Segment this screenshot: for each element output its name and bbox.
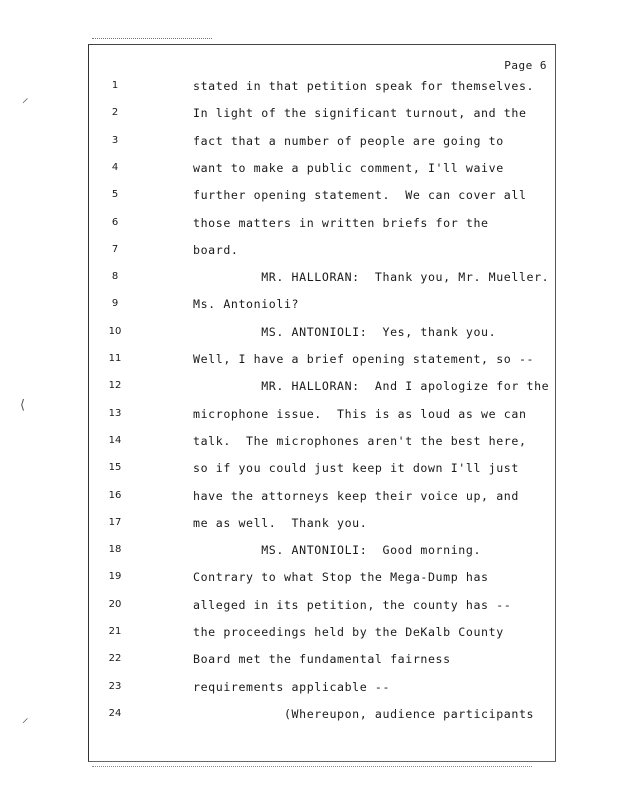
transcript-line-text: Board met the fundamental fairness: [193, 652, 451, 667]
transcript-line-text: stated in that petition speak for themselves.: [193, 79, 535, 93]
transcript-page: [88, 44, 556, 762]
transcript-line-text: talk. The microphones aren't the best here,: [193, 433, 527, 448]
line-number: 18: [108, 544, 122, 556]
line-number: 2: [111, 107, 119, 119]
margin-mark-top: ⸝: [22, 91, 29, 106]
line-number: 23: [108, 680, 122, 692]
transcript-line-text: Well, I have a brief opening statement, so --: [193, 352, 535, 366]
page-number-label: Page 6: [504, 59, 547, 72]
line-number: 17: [108, 516, 122, 528]
transcript-line-text: Ms. Antonioli?: [193, 297, 300, 312]
transcript-line-text: MS. ANTONIOLI: Yes, thank you.: [193, 324, 497, 339]
transcript-line-text: MS. ANTONIOLI: Good morning.: [193, 543, 482, 558]
line-number: 1: [111, 80, 119, 91]
line-number: 9: [111, 298, 119, 310]
transcript-line-text: those matters in written briefs for the: [193, 215, 489, 230]
transcript-line-text: want to make a public comment, I'll waive: [193, 160, 504, 175]
footer-scan-artifact: [92, 766, 532, 771]
line-number: 16: [108, 489, 122, 501]
line-number: 11: [108, 353, 122, 364]
transcript-line-text: microphone issue. This is as loud as we can: [193, 406, 527, 421]
transcript-line-text: have the attorneys keep their voice up, and: [193, 488, 519, 503]
line-number: 12: [108, 380, 122, 392]
transcript-line-text: me as well. Thank you.: [193, 515, 368, 530]
line-number: 15: [108, 462, 122, 474]
transcript-line-text: board.: [193, 242, 239, 257]
transcript-line-text: so if you could just keep it down I'll just: [193, 461, 519, 476]
transcript-line-text: the proceedings held by the DeKalb County: [193, 625, 504, 639]
line-number: 24: [108, 707, 122, 719]
line-number: 6: [111, 216, 119, 228]
transcript-line-text: MR. HALLORAN: And I apologize for the: [193, 379, 550, 394]
transcript-line-text: alleged in its petition, the county has --: [193, 597, 512, 612]
line-number: 8: [111, 271, 119, 283]
transcript-line-text: further opening statement. We can cover all: [193, 188, 527, 203]
line-number: 13: [108, 407, 122, 419]
line-number: 3: [111, 134, 119, 146]
line-number: 14: [108, 434, 122, 446]
line-number: 7: [111, 243, 119, 255]
line-number: 20: [108, 598, 122, 610]
line-number: 21: [108, 626, 122, 637]
transcript-line-text: fact that a number of people are going to: [193, 133, 504, 148]
line-number: 5: [111, 189, 119, 201]
line-number: 10: [108, 325, 122, 337]
line-number: 4: [111, 161, 119, 173]
transcript-line-text: MR. HALLORAN: Thank you, Mr. Mueller.: [193, 270, 550, 285]
transcript-line-text: (Whereupon, audience participants: [193, 706, 535, 721]
margin-mark-bottom: ⸝: [22, 711, 29, 726]
header-scan-artifact: [92, 38, 212, 43]
transcript-line-text: In light of the significant turnout, and the: [193, 106, 527, 121]
margin-mark-middle: ⟨: [20, 398, 26, 413]
transcript-line-text: Contrary to what Stop the Mega-Dump has: [193, 570, 489, 585]
transcript-line-text: requirements applicable --: [193, 679, 391, 694]
line-number: 22: [108, 653, 122, 665]
line-number: 19: [108, 571, 122, 583]
